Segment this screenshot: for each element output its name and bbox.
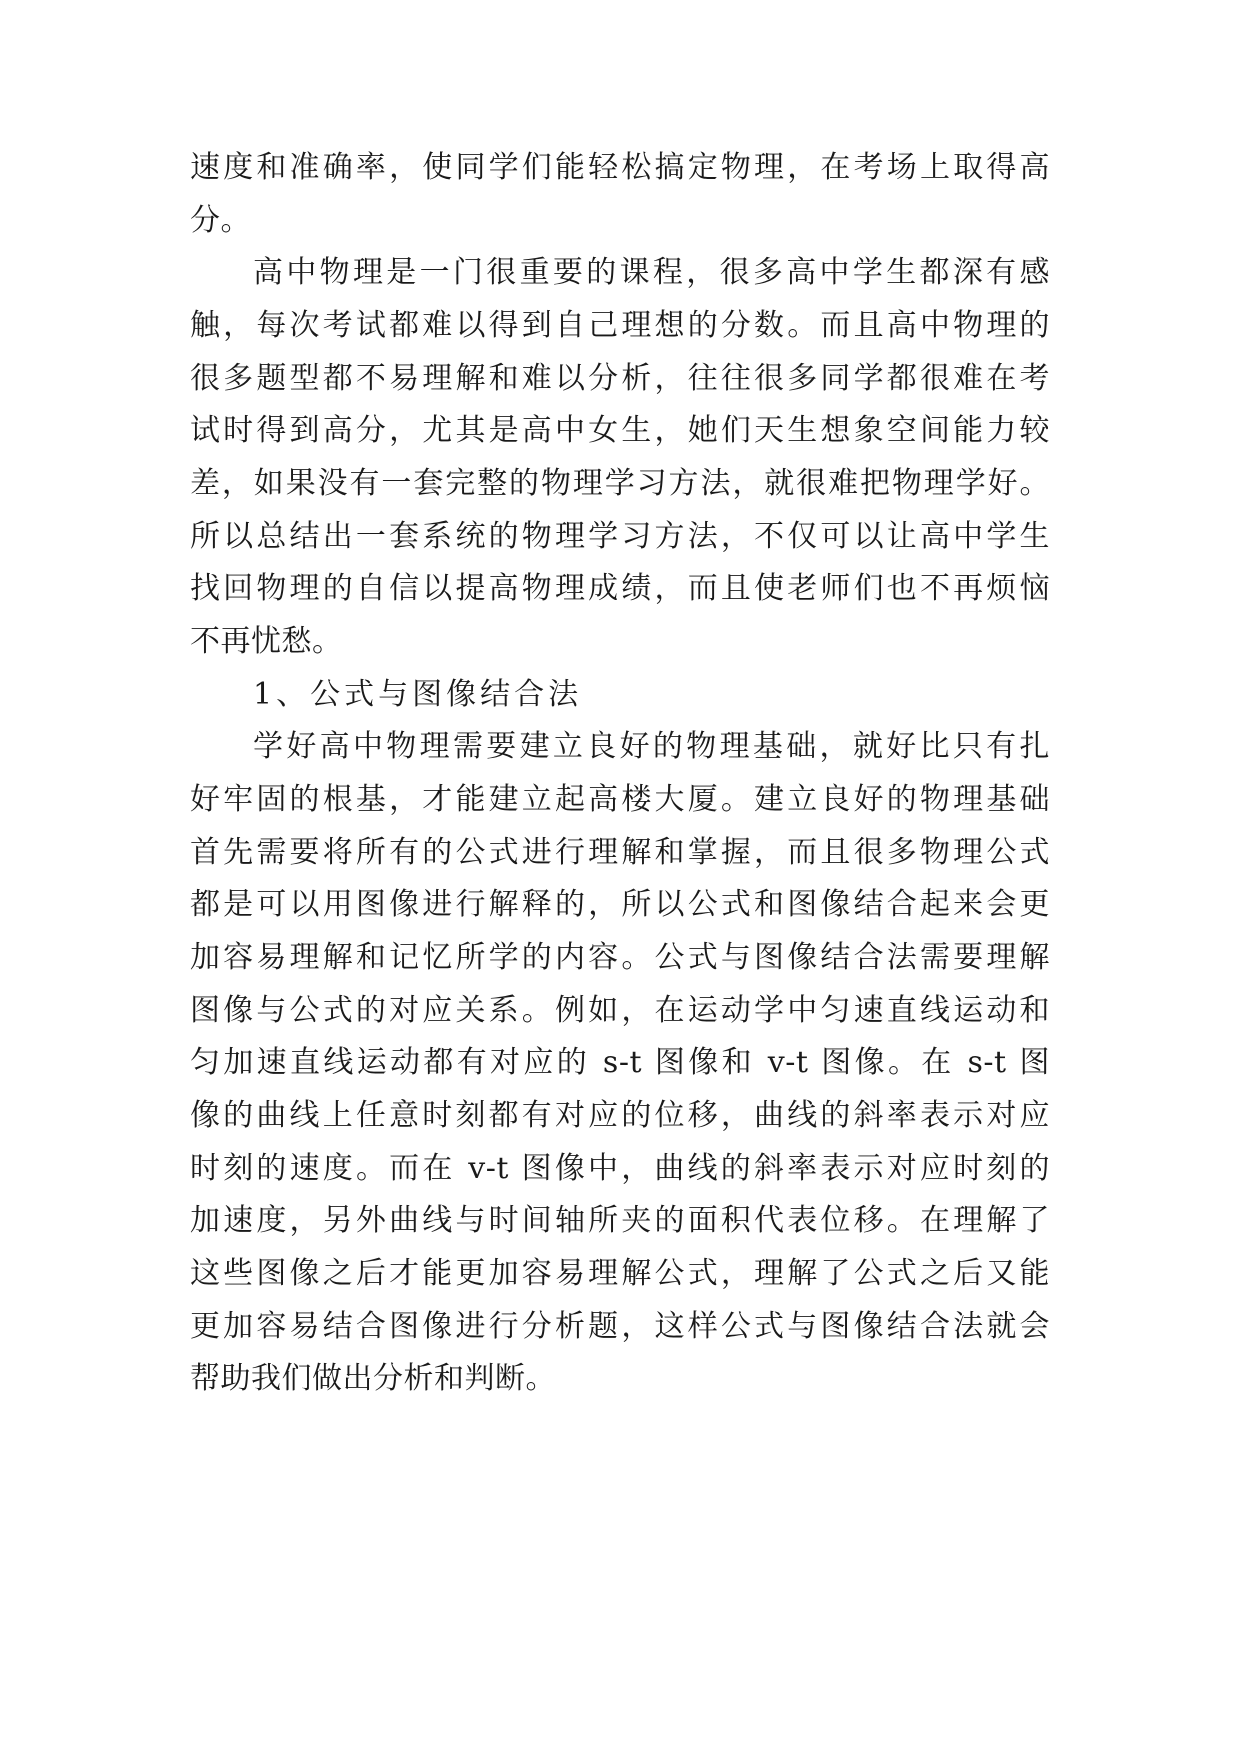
- text-line: 速度和准确率，使同学们能轻松搞定物理，在考场上取得高: [190, 150, 1050, 185]
- text-line: 首先需要将所有的公式进行理解和掌握，而且很多物理公式: [190, 835, 1050, 870]
- text-line: 图像与公式的对应关系。例如，在运动学中匀速直线运动和: [190, 993, 1050, 1028]
- text-line: 都是可以用图像进行解释的，所以公式和图像结合起来会更: [190, 887, 1050, 922]
- text-line: 不再忧愁。: [190, 624, 343, 659]
- paragraph-first-line: 学好高中物理需要建立良好的物理基础，就好比只有扎: [253, 729, 1050, 764]
- text-line: 这些图像之后才能更加容易理解公式，理解了公式之后又能: [190, 1256, 1050, 1291]
- section-heading: 1、公式与图像结合法: [253, 677, 583, 712]
- text-line: 好牢固的根基，才能建立起高楼大厦。建立良好的物理基础: [190, 782, 1050, 817]
- text-line: 像的曲线上任意时刻都有对应的位移，曲线的斜率表示对应: [190, 1098, 1050, 1133]
- text-line: 更加容易结合图像进行分析题，这样公式与图像结合法就会: [190, 1309, 1050, 1344]
- text-line: 触，每次考试都难以得到自己理想的分数。而且高中物理的: [190, 308, 1050, 343]
- paragraph-first-line: 高中物理是一门很重要的课程，很多高中学生都深有感: [253, 255, 1050, 290]
- text-line: 差，如果没有一套完整的物理学习方法，就很难把物理学好。: [190, 466, 1050, 501]
- text-line: 加速度，另外曲线与时间轴所夹的面积代表位移。在理解了: [190, 1203, 1050, 1238]
- text-line: 所以总结出一套系统的物理学习方法，不仅可以让高中学生: [190, 519, 1050, 554]
- text-line: 很多题型都不易理解和难以分析，往往很多同学都很难在考: [190, 361, 1050, 396]
- text-line: 试时得到高分，尤其是高中女生，她们天生想象空间能力较: [190, 413, 1050, 448]
- text-line: 加容易理解和记忆所学的内容。公式与图像结合法需要理解: [190, 940, 1050, 975]
- text-line: 时刻的速度。而在 v-t 图像中，曲线的斜率表示对应时刻的: [190, 1151, 1050, 1186]
- text-line: 帮助我们做出分析和判断。: [190, 1361, 556, 1396]
- text-line: 找回物理的自信以提高物理成绩，而且使老师们也不再烦恼: [190, 571, 1050, 606]
- text-line: 分。: [190, 203, 251, 238]
- text-line: 匀加速直线运动都有对应的 s-t 图像和 v-t 图像。在 s-t 图: [190, 1045, 1050, 1080]
